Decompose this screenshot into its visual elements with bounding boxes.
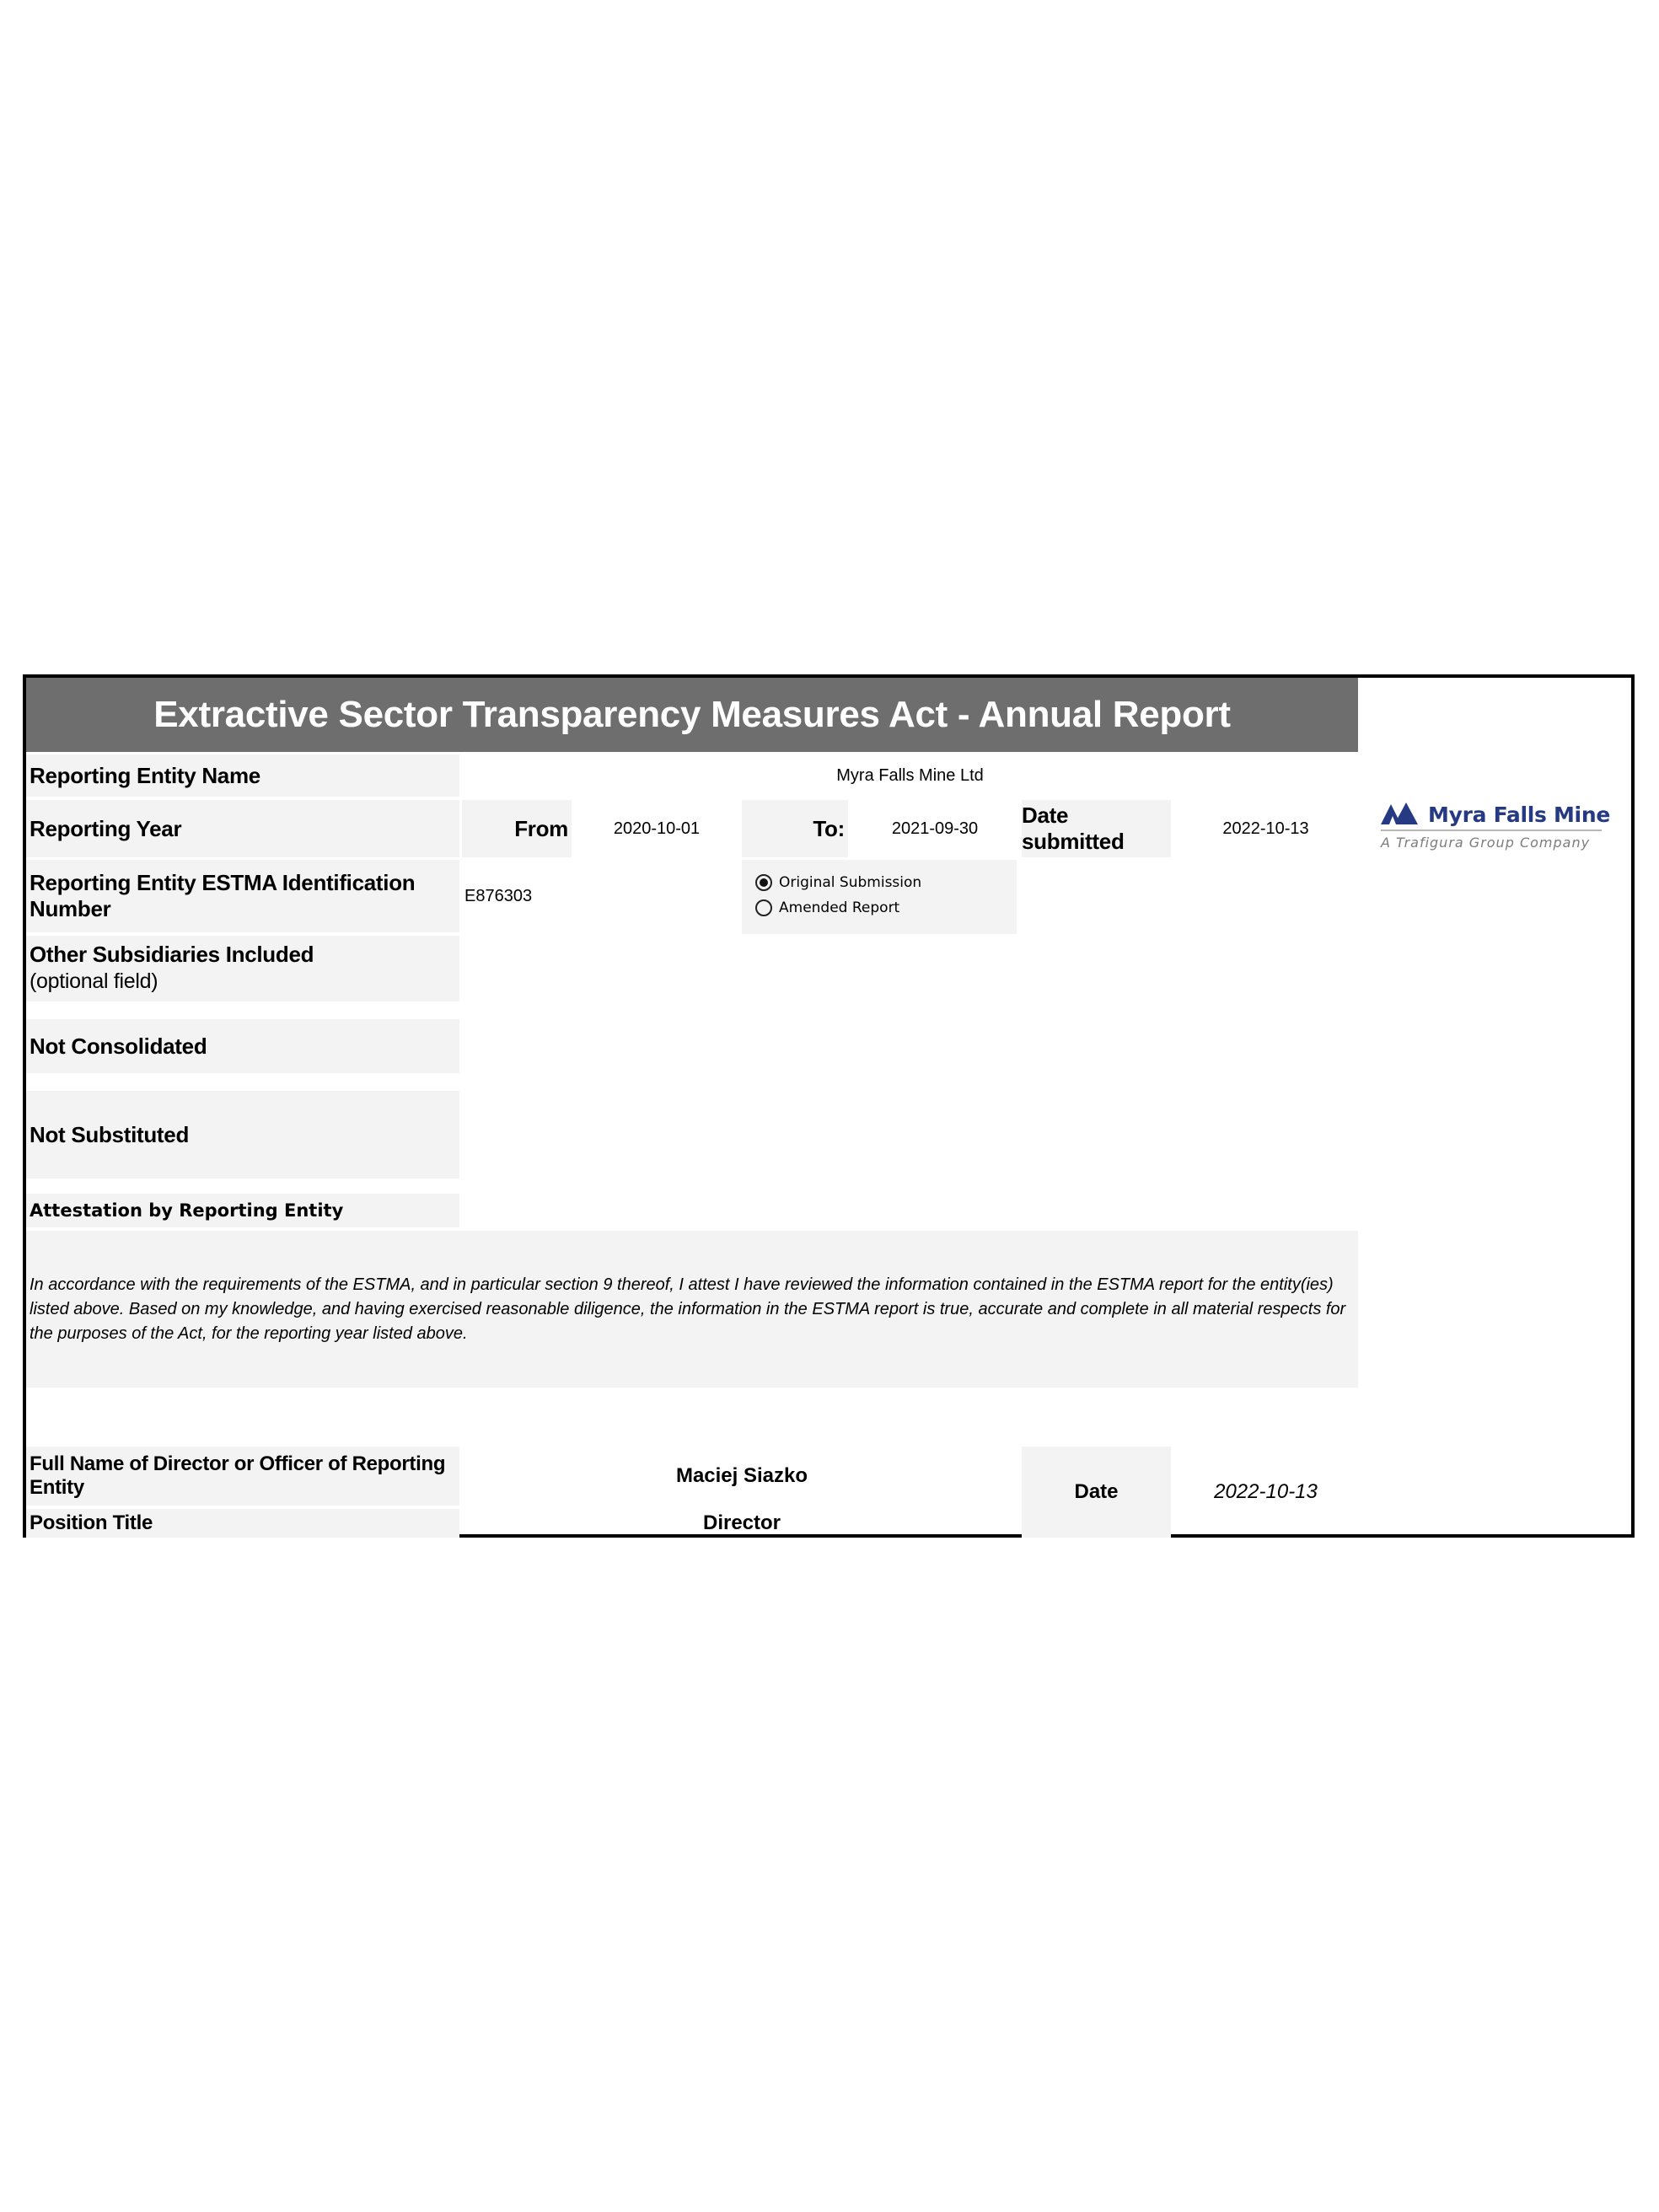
not-substituted-label: Not Substituted bbox=[26, 1091, 459, 1178]
optional-field-note: (optional field) bbox=[30, 969, 158, 993]
reporting-year-label: Reporting Year bbox=[26, 800, 459, 857]
attestation-heading: Attestation by Reporting Entity bbox=[26, 1194, 459, 1227]
logo-divider bbox=[1381, 830, 1602, 831]
original-submission-label: Original Submission bbox=[779, 874, 922, 891]
company-logo bbox=[1369, 797, 1610, 860]
to-date: 2021-09-30 bbox=[891, 819, 979, 838]
date-submitted-value: 2022-10-13 bbox=[1222, 819, 1309, 838]
report-title: Extractive Sector Transparency Measures Act - Annual Report bbox=[26, 678, 1358, 752]
radio-selected-icon[interactable] bbox=[755, 874, 772, 891]
submission-type-group bbox=[742, 860, 1017, 934]
position-title-label: Position Title bbox=[26, 1509, 459, 1538]
original-submission-option[interactable] bbox=[755, 870, 1017, 895]
other-subsidiaries-box bbox=[26, 936, 459, 1001]
from-date: 2020-10-01 bbox=[613, 819, 701, 838]
estma-id-value: E876303 bbox=[464, 886, 533, 905]
other-subsidiaries-label: Other Subsidiaries Included bbox=[30, 942, 314, 967]
signature-date-label: Date bbox=[1022, 1447, 1171, 1538]
mountain-icon bbox=[1381, 801, 1431, 828]
report-frame bbox=[23, 674, 1635, 1538]
logo-tagline: A Trafigura Group Company bbox=[1381, 835, 1591, 851]
director-name-label: Full Name of Director or Officer of Reporting Entity bbox=[26, 1447, 459, 1506]
logo-name: Myra Falls Mine bbox=[1428, 803, 1610, 827]
entity-name-value: Myra Falls Mine Ltd bbox=[836, 765, 984, 785]
position-title-value: Director bbox=[702, 1511, 781, 1534]
not-consolidated-label: Not Consolidated bbox=[26, 1019, 459, 1073]
director-name-value: Maciej Siazko bbox=[675, 1464, 808, 1487]
date-submitted-label: Date submitted bbox=[1022, 800, 1171, 857]
to-label: To: bbox=[742, 800, 848, 857]
amended-report-option[interactable] bbox=[755, 895, 1017, 921]
attestation-text: In accordance with the requirements of the ESTMA, and in particular section 9 thereof, I attest I have reviewed the information contained in the ESTMA report for the entity(ies) listed above. Based on my knowledge, and having exercised reasonable diligence, the information in the ESTMA report is true, accurate and complete in all material respects for the purposes of the Act, for the reporting year listed above. bbox=[26, 1231, 1358, 1388]
radio-unselected-icon[interactable] bbox=[755, 899, 772, 916]
amended-report-label: Amended Report bbox=[779, 899, 900, 916]
signature-date-value: 2022-10-13 bbox=[1214, 1480, 1318, 1503]
estma-id-label: Reporting Entity ESTMA Identification Number bbox=[26, 860, 459, 932]
from-label: From bbox=[462, 800, 572, 857]
entity-name-label: Reporting Entity Name bbox=[26, 754, 459, 797]
